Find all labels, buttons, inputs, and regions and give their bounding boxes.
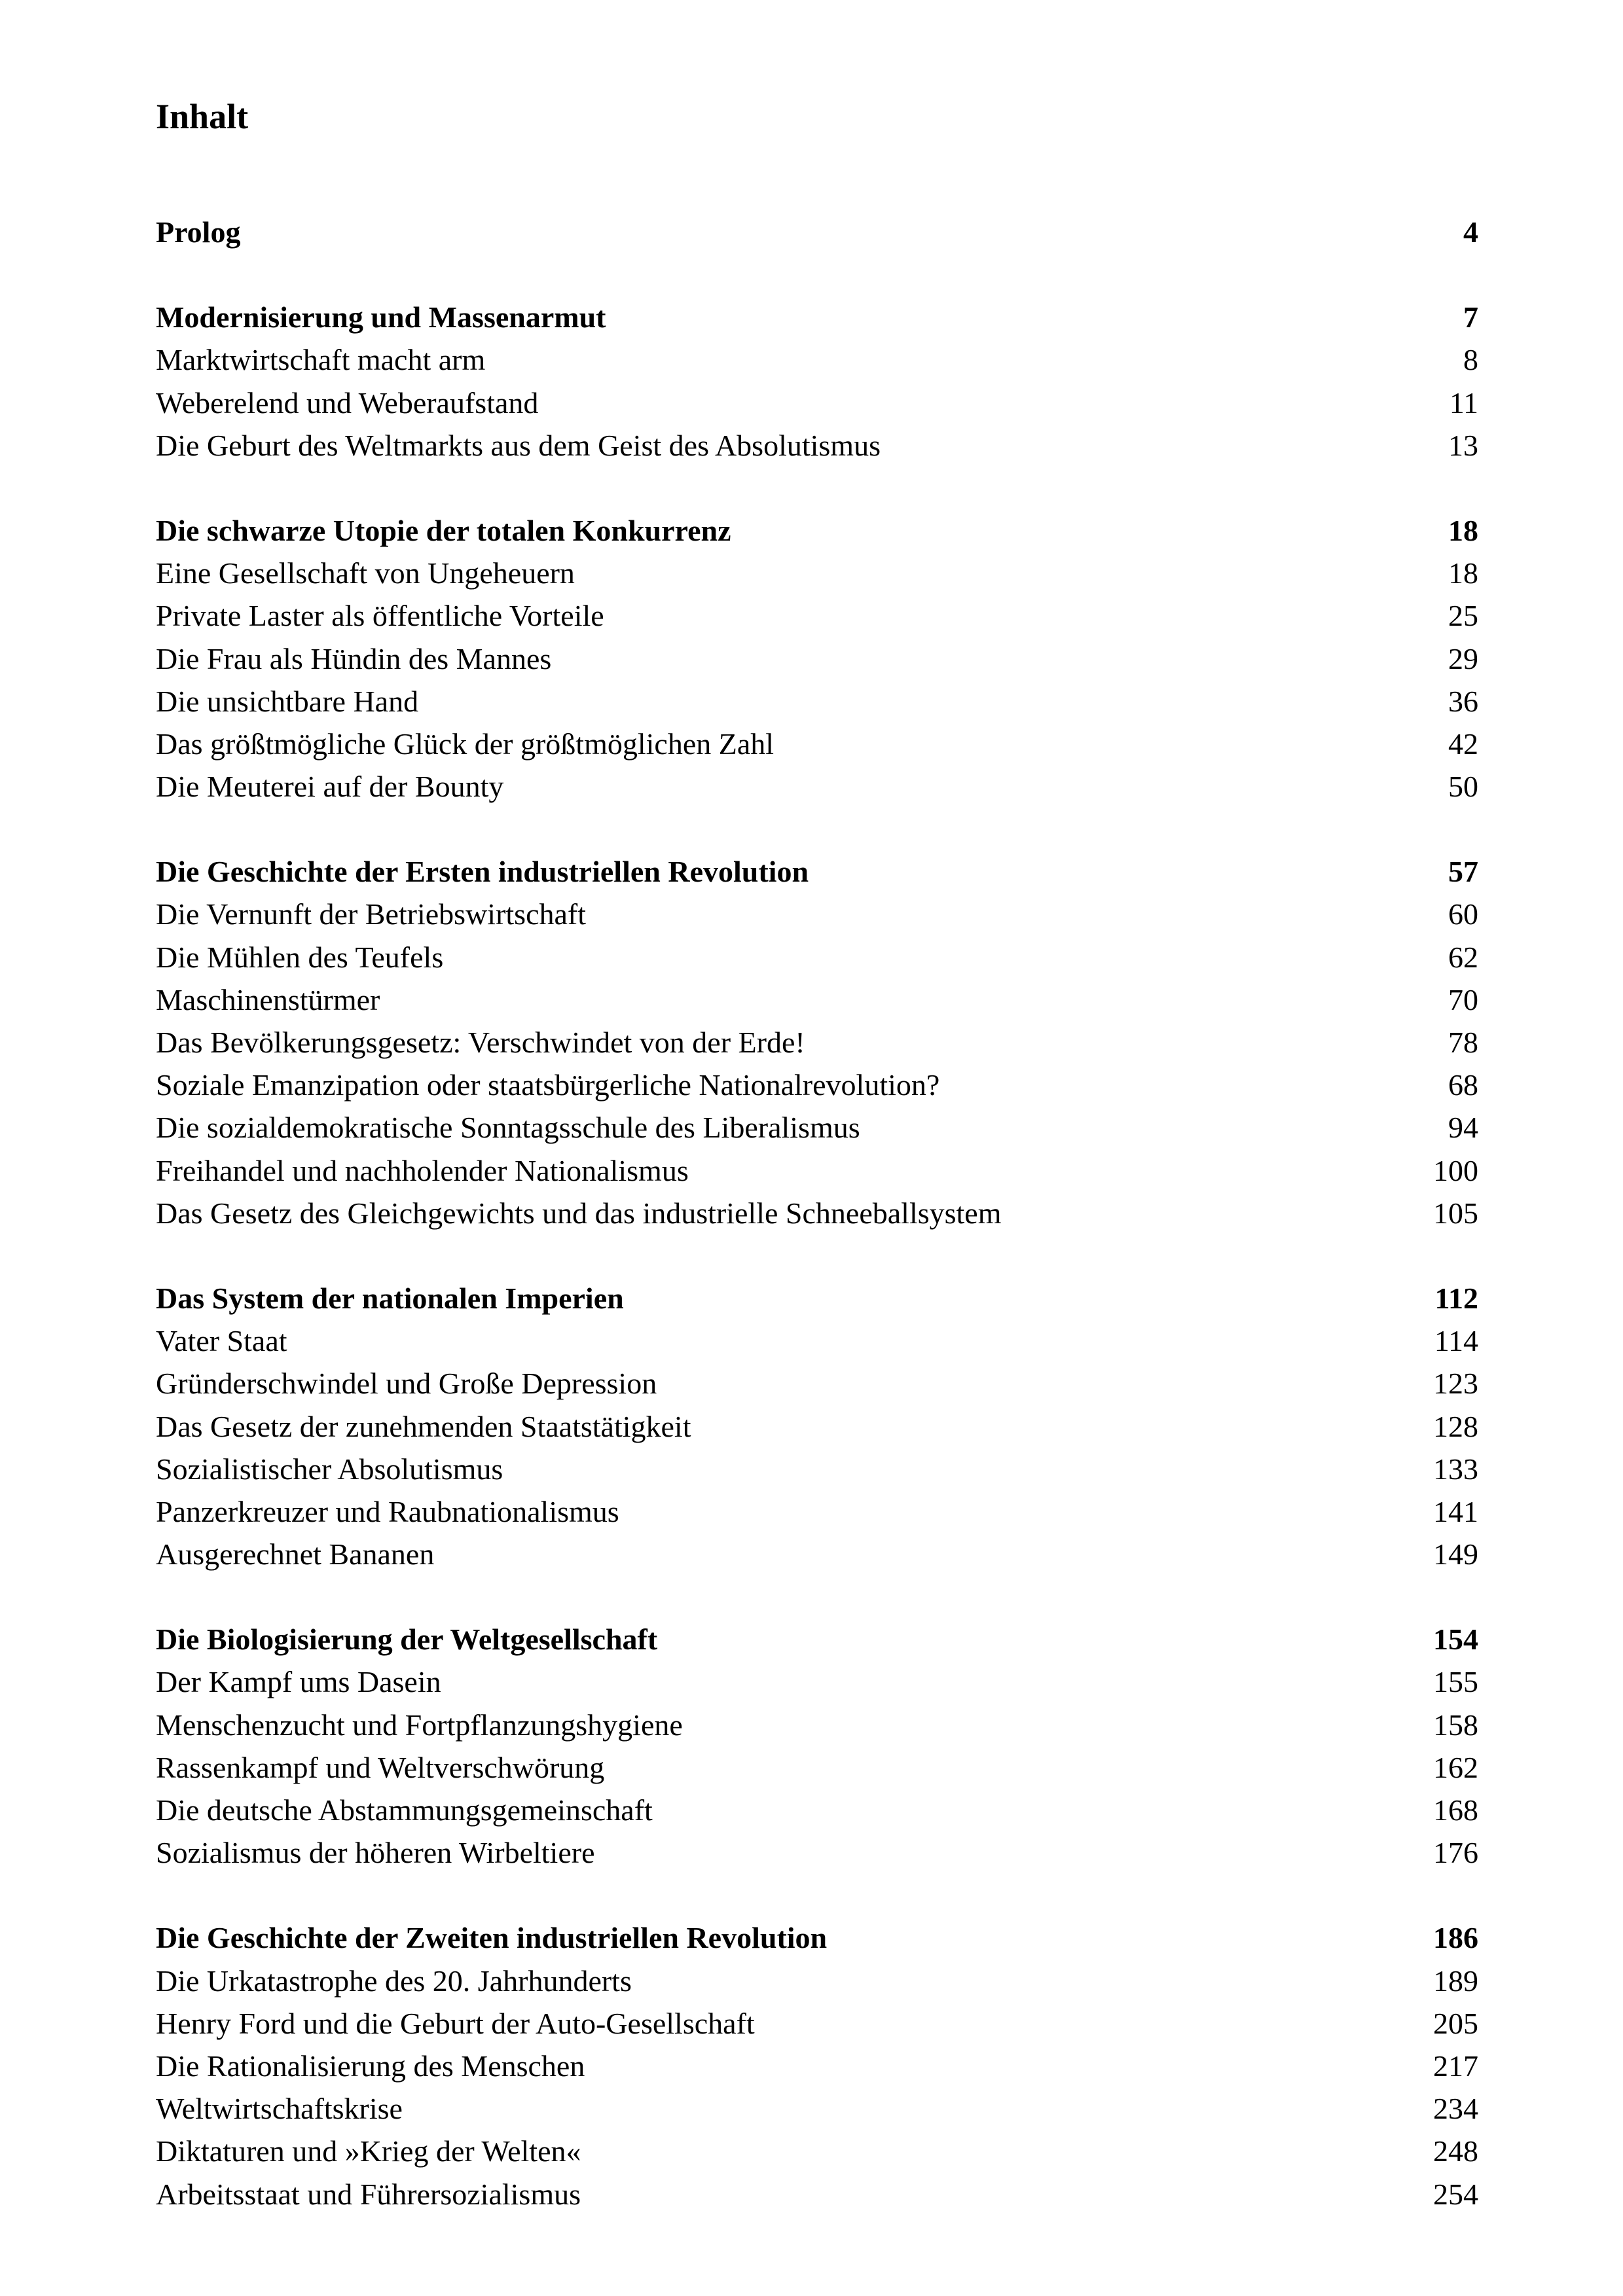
page-number: 205 xyxy=(1433,2006,1478,2040)
page-number: 234 xyxy=(1433,2092,1478,2126)
entry-title: Freihandel und nachholender Nationalismus xyxy=(156,1153,689,1187)
entry-title: Der Kampf ums Dasein xyxy=(156,1665,441,1699)
toc-section xyxy=(156,509,1478,808)
entry-title: Eine Gesellschaft von Ungeheuern xyxy=(156,556,575,590)
entry-title: Maschinenstürmer xyxy=(156,982,380,1016)
chapter-title: Modernisierung und Massenarmut xyxy=(156,300,606,334)
page-number: 29 xyxy=(1448,641,1478,675)
toc-entry xyxy=(156,765,1478,808)
entry-title: Sozialistischer Absolutismus xyxy=(156,1452,503,1486)
page-title: Inhalt xyxy=(156,97,249,136)
toc-entry xyxy=(156,382,1478,424)
toc-entry xyxy=(156,893,1478,935)
page-number: 149 xyxy=(1433,1537,1478,1571)
chapter-title: Prolog xyxy=(156,215,241,249)
page-number: 123 xyxy=(1433,1367,1478,1401)
entry-title: Diktaturen und »Krieg der Welten« xyxy=(156,2134,581,2168)
toc-entry xyxy=(156,1021,1478,1064)
entry-title: Ausgerechnet Bananen xyxy=(156,1537,435,1571)
entry-title: Vater Staat xyxy=(156,1324,287,1358)
toc-section xyxy=(156,850,1478,1234)
entry-title: Menschenzucht und Fortpflanzungshygiene xyxy=(156,1708,683,1742)
entry-title: Die Frau als Hündin des Mannes xyxy=(156,641,552,675)
toc-entry xyxy=(156,1746,1478,1789)
toc-chapter-heading xyxy=(156,850,1478,893)
entry-title: Die Rationalisierung des Menschen xyxy=(156,2049,585,2083)
page-number: 105 xyxy=(1433,1196,1478,1230)
chapter-title: Das System der nationalen Imperien xyxy=(156,1281,624,1315)
toc-entry xyxy=(156,552,1478,594)
entry-title: Marktwirtschaft macht arm xyxy=(156,343,486,377)
page-number: 4 xyxy=(1463,215,1478,249)
page-number: 186 xyxy=(1433,1921,1478,1955)
entry-title: Weltwirtschaftskrise xyxy=(156,2092,403,2126)
page-number: 70 xyxy=(1448,982,1478,1016)
page-number: 155 xyxy=(1433,1665,1478,1699)
toc-entry xyxy=(156,2002,1478,2045)
page-number: 114 xyxy=(1434,1324,1478,1358)
page-number: 13 xyxy=(1448,428,1478,462)
page-number: 248 xyxy=(1433,2134,1478,2168)
toc-chapter-heading xyxy=(156,1277,1478,1319)
page-number: 25 xyxy=(1448,599,1478,633)
page-number: 18 xyxy=(1448,513,1478,547)
toc-entry xyxy=(156,1064,1478,1106)
page-number: 154 xyxy=(1433,1623,1478,1657)
entry-title: Henry Ford und die Geburt der Auto-Gesellschaft xyxy=(156,2006,755,2040)
entry-title: Das Gesetz der zunehmenden Staatstätigkeit xyxy=(156,1409,691,1443)
entry-title: Die sozialdemokratische Sonntagsschule des Liberalismus xyxy=(156,1111,860,1145)
toc-entry xyxy=(156,2087,1478,2130)
toc-entry xyxy=(156,1149,1478,1192)
toc-entry xyxy=(156,338,1478,381)
page-number: 158 xyxy=(1433,1708,1478,1742)
page-number: 176 xyxy=(1433,1836,1478,1870)
toc-entry xyxy=(156,1448,1478,1490)
toc-entry xyxy=(156,1319,1478,1362)
page-number: 62 xyxy=(1448,940,1478,974)
page-number: 18 xyxy=(1448,556,1478,590)
toc-entry xyxy=(156,1660,1478,1703)
toc-entry xyxy=(156,424,1478,467)
entry-title: Die Geburt des Weltmarkts aus dem Geist des Absolutismus xyxy=(156,428,881,462)
entry-title: Das Bevölkerungsgesetz: Verschwindet von der Erde! xyxy=(156,1026,805,1059)
toc-entry xyxy=(156,594,1478,637)
page-number: 11 xyxy=(1449,386,1478,420)
entry-title: Die Vernunft der Betriebswirtschaft xyxy=(156,897,587,931)
entry-title: Rassenkampf und Weltverschwörung xyxy=(156,1750,605,1784)
chapter-title: Die Geschichte der Zweiten industriellen Revolution xyxy=(156,1921,828,1955)
entry-title: Private Laster als öffentliche Vorteile xyxy=(156,599,604,633)
page-number: 57 xyxy=(1448,855,1478,889)
page-number: 60 xyxy=(1448,897,1478,931)
page-number: 217 xyxy=(1433,2049,1478,2083)
page-number: 141 xyxy=(1433,1494,1478,1528)
entry-title: Arbeitsstaat und Führersozialismus xyxy=(156,2177,581,2211)
chapter-title: Die schwarze Utopie der totalen Konkurrenz xyxy=(156,513,731,547)
toc-entry xyxy=(156,1960,1478,2002)
page-number: 42 xyxy=(1448,726,1478,761)
toc-entry xyxy=(156,978,1478,1021)
toc-entry xyxy=(156,2045,1478,2087)
toc-entry xyxy=(156,1704,1478,1746)
toc-entry xyxy=(156,1106,1478,1149)
toc-entry xyxy=(156,1831,1478,1874)
chapter-title: Die Geschichte der Ersten industriellen Revolution xyxy=(156,855,809,889)
toc-entry xyxy=(156,723,1478,765)
entry-title: Weberelend und Weberaufstand xyxy=(156,386,539,420)
chapter-title: Die Biologisierung der Weltgesellschaft xyxy=(156,1623,658,1657)
toc-entry xyxy=(156,1789,1478,1831)
toc-entry xyxy=(156,2173,1478,2215)
toc-chapter-heading xyxy=(156,296,1478,338)
toc-entry xyxy=(156,1533,1478,1575)
toc-entry xyxy=(156,1362,1478,1405)
entry-title: Das Gesetz des Gleichgewichts und das industrielle Schneeballsystem xyxy=(156,1196,1002,1230)
toc-section xyxy=(156,296,1478,467)
entry-title: Das größtmögliche Glück der größtmöglichen Zahl xyxy=(156,726,775,761)
entry-title: Die Urkatastrophe des 20. Jahrhunderts xyxy=(156,1964,632,1998)
toc-entry xyxy=(156,2130,1478,2172)
toc-entry xyxy=(156,637,1478,680)
page-number: 8 xyxy=(1463,343,1478,377)
toc-entry xyxy=(156,1490,1478,1533)
entry-title: Gründerschwindel und Große Depression xyxy=(156,1367,657,1401)
page-number: 100 xyxy=(1433,1153,1478,1187)
page-number: 50 xyxy=(1448,770,1478,804)
entry-title: Soziale Emanzipation oder staatsbürgerliche Nationalrevolution? xyxy=(156,1068,940,1102)
toc-section xyxy=(156,1618,1478,1874)
page-number: 189 xyxy=(1433,1964,1478,1998)
page-number: 133 xyxy=(1433,1452,1478,1486)
toc-entry xyxy=(156,680,1478,723)
page-number: 78 xyxy=(1448,1026,1478,1059)
toc-chapter-heading xyxy=(156,509,1478,552)
toc-section xyxy=(156,1916,1478,2215)
page-number: 68 xyxy=(1448,1068,1478,1102)
page-number: 94 xyxy=(1448,1111,1478,1145)
entry-title: Die Mühlen des Teufels xyxy=(156,940,444,974)
toc-section xyxy=(156,1277,1478,1575)
toc-entry xyxy=(156,1405,1478,1448)
entry-title: Sozialismus der höheren Wirbeltiere xyxy=(156,1836,595,1870)
page-number: 7 xyxy=(1463,300,1478,334)
toc-entry xyxy=(156,1192,1478,1234)
page-number: 128 xyxy=(1433,1409,1478,1443)
toc-chapter-heading xyxy=(156,211,1478,253)
toc-chapter-heading xyxy=(156,1618,1478,1660)
toc-section xyxy=(156,211,1478,253)
table-of-contents xyxy=(156,211,1478,2258)
entry-title: Die unsichtbare Hand xyxy=(156,684,419,718)
page-number: 162 xyxy=(1433,1750,1478,1784)
entry-title: Panzerkreuzer und Raubnationalismus xyxy=(156,1494,619,1528)
toc-chapter-heading xyxy=(156,1916,1478,1959)
page-number: 168 xyxy=(1433,1793,1478,1827)
page-number: 254 xyxy=(1433,2177,1478,2211)
page-number: 36 xyxy=(1448,684,1478,718)
page-number: 112 xyxy=(1434,1281,1478,1315)
entry-title: Die deutsche Abstammungsgemeinschaft xyxy=(156,1793,653,1827)
entry-title: Die Meuterei auf der Bounty xyxy=(156,770,504,804)
toc-entry xyxy=(156,936,1478,978)
